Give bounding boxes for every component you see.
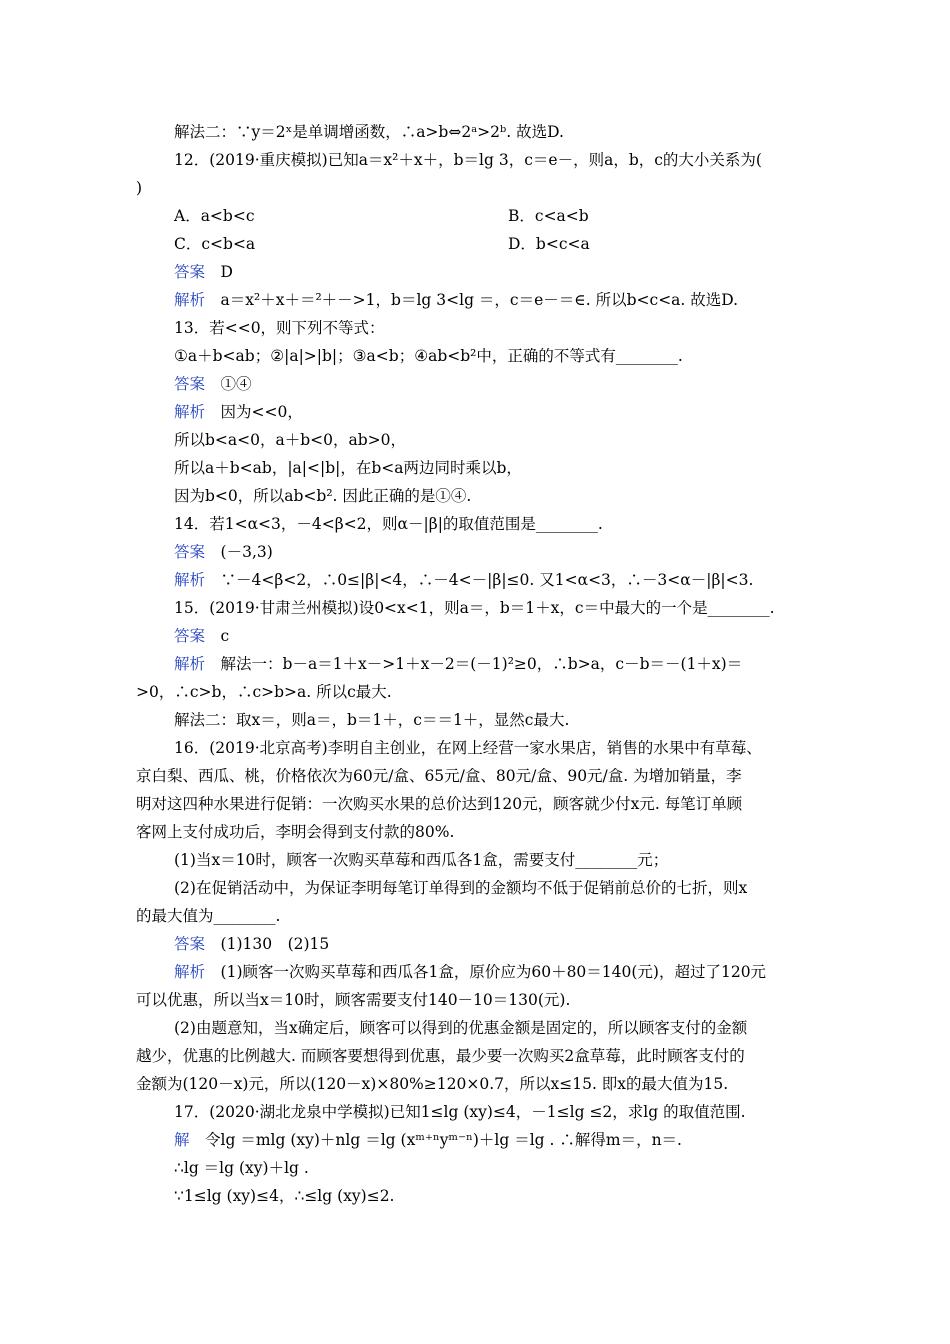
answer-text: (1)130 (2)15 (220, 935, 330, 953)
text-line: 的最大值为________. (136, 907, 281, 925)
analysis-line (174, 570, 753, 590)
analysis-label: 解析 (174, 963, 206, 981)
answer-label: 答案 (174, 543, 206, 561)
analysis-line (174, 654, 742, 674)
answer-line (174, 626, 229, 646)
answer-text: D (220, 263, 233, 281)
option-d: D．b<c<a (508, 235, 590, 253)
option-a: A．a<b<c (174, 207, 255, 225)
analysis-text: (1)顾客一次购买草莓和西瓜各1盒，原价应为60＋80＝140(元)，超过了120元 (220, 963, 767, 981)
text-line: (2)由题意知，当x确定后，顾客可以得到的优惠金额是固定的，所以顾客支付的金额 (174, 1019, 748, 1037)
text-line: 客网上支付成功后，李明会得到支付款的80%. (136, 823, 455, 841)
text-line: 17．(2020·湖北龙泉中学模拟)已知1≤lg (xy)≤4，－1≤lg ≤2，求lg 的取值范围. (174, 1103, 746, 1121)
analysis-line (174, 290, 738, 310)
solution-line (174, 1130, 682, 1150)
answer-text: ①④ (220, 375, 252, 393)
text-line: 解法二：取x＝，则a＝，b＝1＋，c＝＝1＋，显然c最大. (174, 711, 570, 729)
analysis-text: 因为<<0， (220, 403, 303, 421)
analysis-text: ∵－4<β<2，∴0≤|β|<4，∴－4<－|β|≤0. 又1<α<3，∴－3<α－|β|<3. (220, 571, 754, 589)
text-line: 解法二：∵y＝2ˣ是单调增函数，∴a>b⇔2ᵃ>2ᵇ. 故选D. (174, 123, 564, 141)
answer-text: c (220, 627, 230, 645)
answer-line (174, 934, 329, 954)
answer-label: 答案 (174, 263, 206, 281)
answer-label: 答案 (174, 935, 206, 953)
analysis-line (174, 962, 766, 982)
text-line: 可以优惠，所以当x＝10时，顾客需要支付140－10＝130(元). (136, 991, 571, 1009)
text-line: ∴lg ＝lg (xy)＋lg . (174, 1159, 309, 1177)
answer-line (174, 374, 252, 394)
answer-text: (－3,3) (220, 543, 273, 561)
text-line: ∵1≤lg (xy)≤4，∴≤lg (xy)≤2. (174, 1187, 395, 1205)
text-line: 京白梨、西瓜、桃，价格依次为60元/盒、65元/盒、80元/盒、90元/盒. 为增加销量，李 (136, 767, 742, 785)
analysis-label: 解析 (174, 571, 206, 589)
text-line: 所以b<a<0，a＋b<0，ab>0， (174, 431, 407, 449)
text-line: ) (136, 179, 143, 197)
answer-label: 答案 (174, 375, 206, 393)
text-line: 14．若1<α<3，－4<β<2，则α－|β|的取值范围是________. (174, 515, 603, 533)
solution-label: 解 (174, 1131, 190, 1149)
text-line: 16．(2019·北京高考)李明自主创业，在网上经营一家水果店，销售的水果中有草莓、 (174, 739, 762, 757)
text-line: (1)当x＝10时，顾客一次购买草莓和西瓜各1盒，需要支付________元； (174, 851, 669, 869)
option-b: B．c<a<b (508, 207, 589, 225)
answer-line (174, 542, 273, 562)
option-c: C．c<b<a (174, 235, 256, 253)
analysis-line (174, 402, 303, 422)
solution-text: 令lg ＝mlg (xy)＋nlg ＝lg (xᵐ⁺ⁿyᵐ⁻ⁿ)＋lg ＝lg . ∴解得m＝，n＝. (205, 1131, 682, 1149)
analysis-label: 解析 (174, 655, 206, 673)
answer-label: 答案 (174, 627, 206, 645)
text-line: 12．(2019·重庆模拟)已知a＝x²＋x＋，b＝lg 3，c＝e－，则a，b，c的大小关系为( (174, 151, 762, 169)
text-line: 越少，优惠的比例越大. 而顾客要想得到优惠，最少要一次购买2盒草莓，此时顾客支付的 (136, 1047, 745, 1065)
text-line: >0，∴c>b，∴c>b>a. 所以c最大. (136, 683, 392, 701)
answer-line (174, 262, 233, 282)
text-line: 明对这四种水果进行促销：一次购买水果的总价达到120元，顾客就少付x元. 每笔订单顾 (136, 795, 743, 813)
analysis-label: 解析 (174, 403, 206, 421)
text-line: 15．(2019·甘肃兰州模拟)设0<x<1，则a＝，b＝1＋x，c＝中最大的一个是________. (174, 599, 775, 617)
text-line: ①a＋b<ab；②|a|>|b|；③a<b；④ab<b²中，正确的不等式有________. (174, 347, 683, 365)
analysis-text: 解法一：b－a＝1＋x－>1＋x－2＝(－1)²≥0，∴b>a，c－b＝－(1＋x)＝ (220, 655, 743, 673)
text-line: 13．若<<0，则下列不等式： (174, 319, 385, 337)
text-line: 所以a＋b<ab，|a|<|b|，在b<a两边同时乘以b， (174, 459, 522, 477)
text-line: 因为b<0，所以ab<b². 因此正确的是①④. (174, 487, 472, 505)
analysis-label: 解析 (174, 291, 206, 309)
text-line: (2)在促销活动中，为保证李明每笔订单得到的金额均不低于促销前总价的七折，则x (174, 879, 748, 897)
analysis-text: a＝x²＋x＋＝²＋－>1，b＝lg 3<lg ＝，c＝e－＝∈. 所以b<c<a. 故选D. (220, 291, 739, 309)
text-line: 金额为(120－x)元，所以(120－x)×80%≥120×0.7，所以x≤15. 即x的最大值为15. (136, 1075, 729, 1093)
